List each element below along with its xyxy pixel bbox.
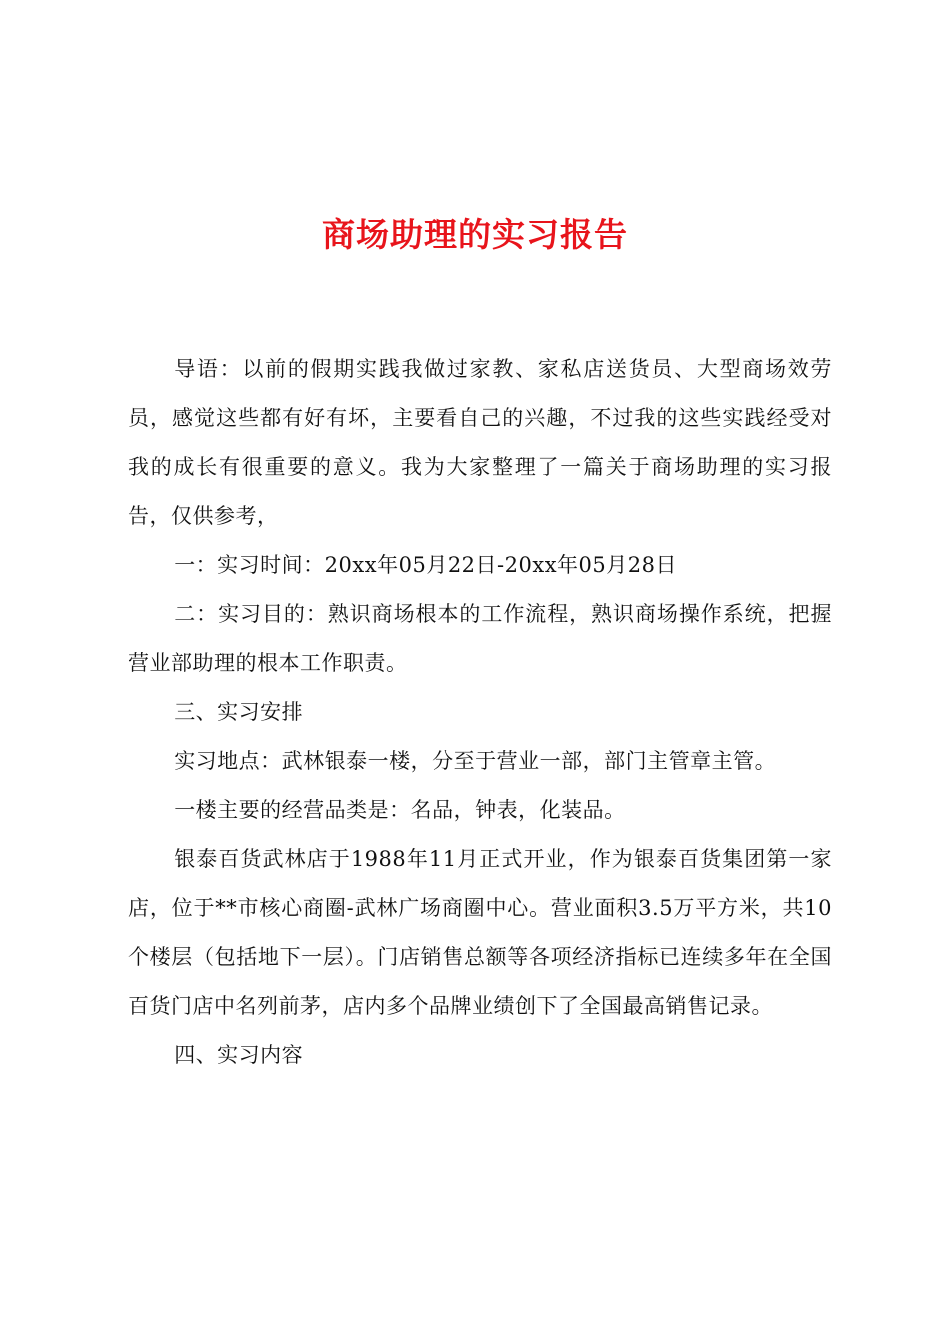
- paragraph-categories: 一楼主要的经营品类是：名品，钟表，化装品。: [174, 798, 626, 822]
- paragraph-location: 实习地点：武林银泰一楼，分至于营业一部，部门主管章主管。: [174, 749, 777, 773]
- paragraph-internship-purpose: 二：实习目的：熟识商场根本的工作流程，熟识商场操作系统，把握营业部助理的根本工作职责。: [128, 602, 832, 675]
- paragraph-arrangement-heading: 三、实习安排: [174, 700, 304, 724]
- document-title: 商场助理的实习报告: [322, 215, 628, 254]
- paragraph-internship-time: 一：实习时间：20xx年05月22日-20xx年05月28日: [174, 553, 677, 577]
- paragraph-content-heading: 四、实习内容: [174, 1043, 304, 1067]
- paragraph-intro: 导语：以前的假期实践我做过家教、家私店送货员、大型商场效劳员，感觉这些都有好有坏，主要看自己的兴趣，不过我的这些实践经受对我的成长有很重要的意义。我为大家整理了一篇关于商场助理的实习报告，仅供参考，: [128, 357, 832, 528]
- paragraph-store-description: 银泰百货武林店于1988年11月正式开业，作为银泰百货集团第一家店，位于**市核心商圈-武林广场商圈中心。营业面积3.5万平方米，共10个楼层（包括地下一层）。门店销售总额等各项经济指标已连续多年在全国百货门店中名列前茅，店内多个品牌业绩创下了全国最高销售记录。: [128, 847, 832, 1018]
- document-body: [128, 345, 832, 1080]
